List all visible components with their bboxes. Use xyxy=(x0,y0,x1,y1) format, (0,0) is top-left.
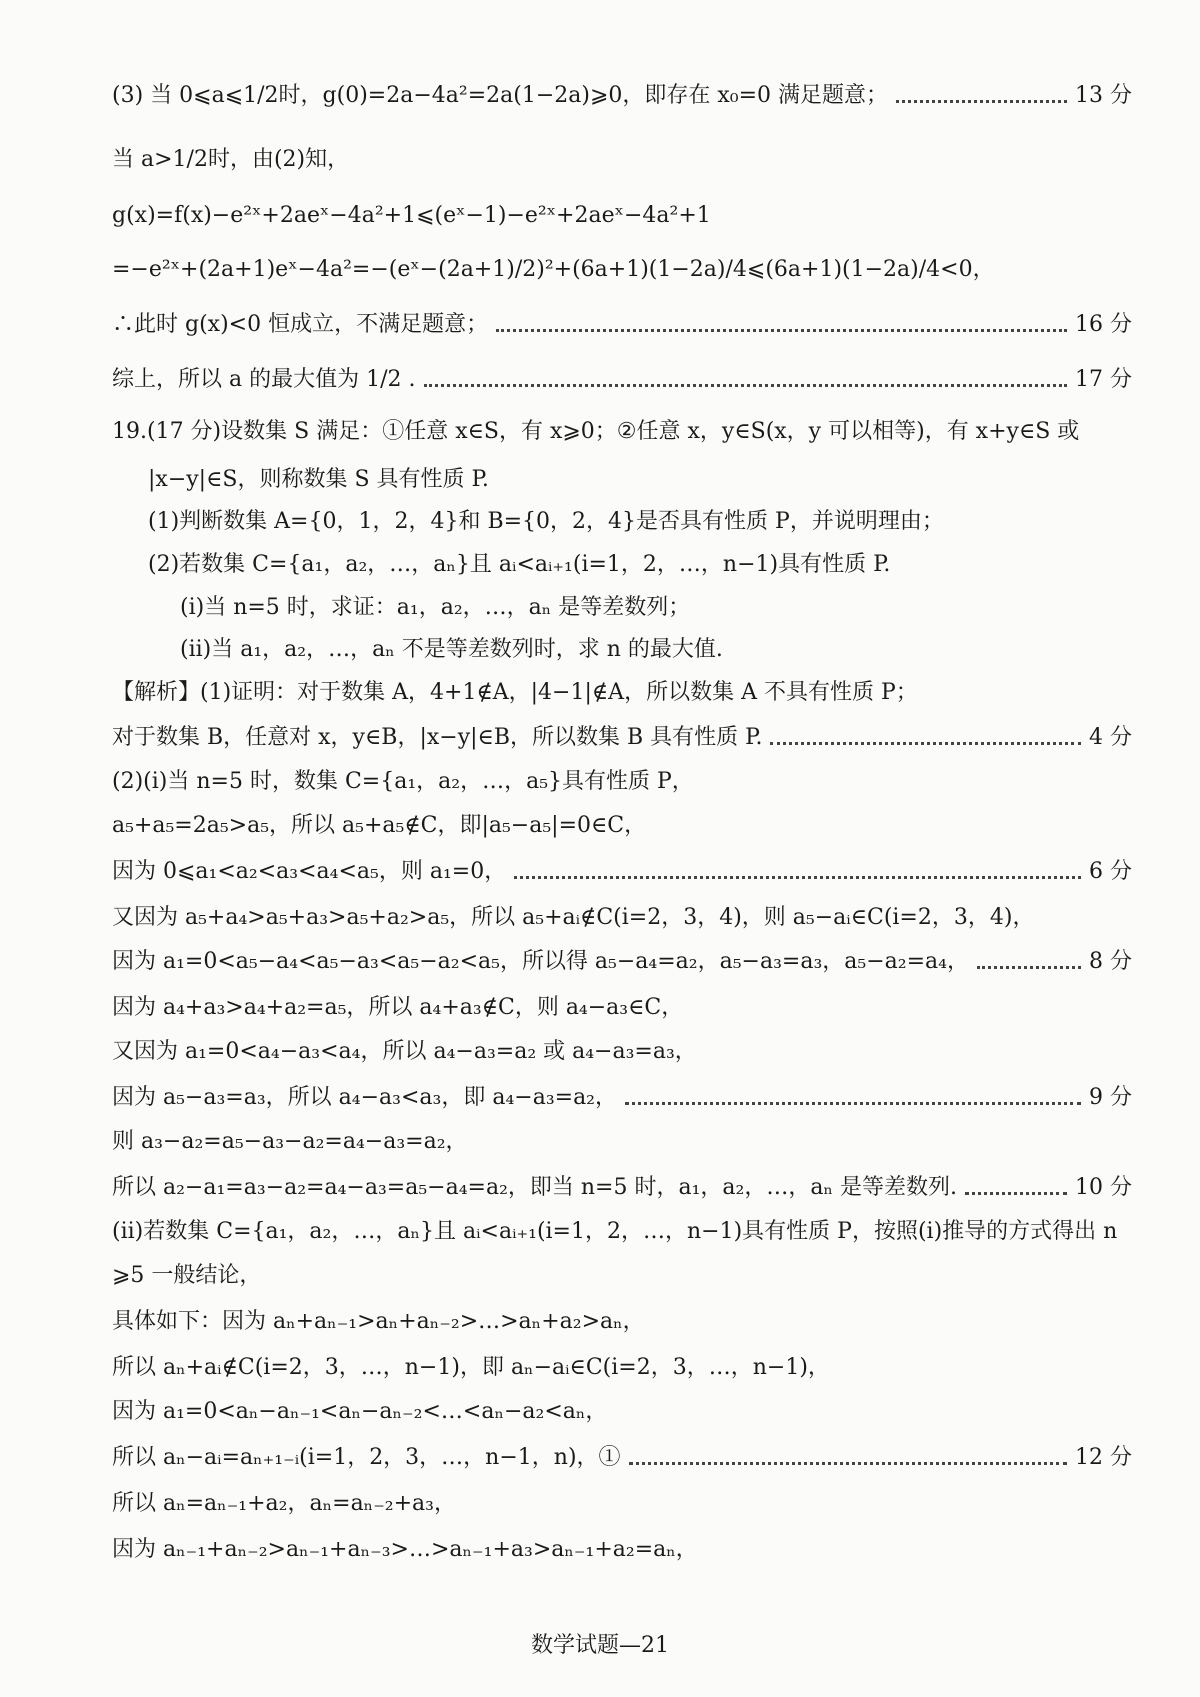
leader-dots xyxy=(496,327,1067,332)
line-text: (i)当 n=5 时，求证：a₁，a₂，…，aₙ 是等差数列； xyxy=(180,595,691,620)
analysis-line-9 xyxy=(112,1032,1132,1072)
problem-19-part-2 xyxy=(148,545,1132,585)
leader-dots xyxy=(770,740,1081,745)
line-text: 所以 aₙ−aᵢ=aₙ₊₁₋ᵢ(i=1，2，3，…，n−1，n)，① xyxy=(112,1445,621,1470)
line-text: 当 a>1/2时，由(2)知， xyxy=(112,147,350,172)
line-text: 因为 a₄+a₃>a₄+a₂=a₅，所以 a₄+a₃∉C，则 a₄−a₃∈C， xyxy=(112,995,684,1020)
score-mark: 17 分 xyxy=(1075,367,1132,392)
line-text: =−e²ˣ+(2a+1)eˣ−4a²=−(eˣ−(2a+1)/2)²+(6a+1)(1−2a)/4⩽(6a+1)(1−2a)/4<0， xyxy=(112,257,995,282)
analysis-line-14 xyxy=(112,1256,1132,1296)
line-text: 【解析】(1)证明：对于数集 A，4+1∉A，|4−1|∉A，所以数集 A 不具有性质 P； xyxy=(112,680,918,705)
line-text: 又因为 a₅+a₄>a₅+a₃>a₅+a₂>a₅，所以 a₅+aᵢ∉C(i=2，3，4)，则 a₅−aᵢ∈C(i=2，3，4)， xyxy=(112,905,1035,930)
analysis-line-5 xyxy=(112,852,1132,892)
analysis-line-6 xyxy=(112,898,1132,938)
line-text: 因为 0⩽a₁<a₂<a₃<a₄<a₅，则 a₁=0， xyxy=(112,859,507,884)
line-text: 则 a₃−a₂=a₅−a₃−a₂=a₄−a₃=a₂， xyxy=(112,1129,468,1154)
line-text: (ii)当 a₁，a₂，…，aₙ 不是等差数列时，求 n 的最大值. xyxy=(180,637,723,662)
analysis-line-8 xyxy=(112,988,1132,1028)
analysis-line-7 xyxy=(112,942,1132,982)
leader-dots xyxy=(965,1190,1067,1195)
solution-line-1 xyxy=(112,76,1132,116)
analysis-line-2 xyxy=(112,718,1132,758)
leader-dots xyxy=(629,1460,1067,1465)
line-text: a₅+a₅=2a₅>a₅，所以 a₅+a₅∉C，即|a₅−a₅|=0∈C， xyxy=(112,813,647,838)
problem-19-part-2-ii xyxy=(180,630,1132,670)
line-text: ∴此时 g(x)<0 恒成立，不满足题意； xyxy=(112,312,489,337)
analysis-line-16 xyxy=(112,1348,1132,1388)
line-text: (2)(i)当 n=5 时，数集 C={a₁，a₂，…，a₅}具有性质 P， xyxy=(112,769,694,794)
score-mark: 4 分 xyxy=(1089,725,1132,750)
score-mark: 9 分 xyxy=(1089,1085,1132,1110)
problem-19-part-1 xyxy=(148,502,1132,542)
analysis-line-18 xyxy=(112,1438,1132,1478)
analysis-line-1 xyxy=(112,673,1132,713)
leader-dots xyxy=(514,874,1081,879)
solution-line-2 xyxy=(112,140,1132,180)
line-text: ⩾5 一般结论， xyxy=(112,1263,262,1288)
analysis-line-10 xyxy=(112,1078,1132,1118)
line-text: (ii)若数集 C={a₁，a₂，…，aₙ}且 aᵢ<aᵢ₊₁(i=1，2，…，n−1)具有性质 P，按照(i)推导的方式得出 n xyxy=(112,1219,1118,1244)
analysis-line-15 xyxy=(112,1302,1132,1342)
problem-19-part-2-i xyxy=(180,588,1132,628)
analysis-line-4 xyxy=(112,806,1132,846)
line-text: 又因为 a₁=0<a₄−a₃<a₄，所以 a₄−a₃=a₂ 或 a₄−a₃=a₃， xyxy=(112,1039,697,1064)
score-mark: 6 分 xyxy=(1089,859,1132,884)
analysis-line-13 xyxy=(112,1212,1132,1252)
line-text: 具体如下：因为 aₙ+aₙ₋₁>aₙ+aₙ₋₂>…>aₙ+a₂>aₙ， xyxy=(112,1309,645,1334)
analysis-line-20 xyxy=(112,1530,1132,1570)
analysis-line-3 xyxy=(112,762,1132,802)
solution-line-4 xyxy=(112,250,1132,290)
page-footer: 数学试题—21 xyxy=(531,1633,669,1658)
line-text: (1)判断数集 A={0，1，2，4}和 B={0，2，4}是否具有性质 P，并说明理由； xyxy=(148,509,944,534)
analysis-line-11 xyxy=(112,1122,1132,1162)
score-mark: 8 分 xyxy=(1089,949,1132,974)
line-text: 所以 a₂−a₁=a₃−a₂=a₄−a₃=a₅−a₄=a₂，即当 n=5 时，a₁，a₂，…，aₙ 是等差数列. xyxy=(112,1175,957,1200)
problem-19-statement xyxy=(112,412,1132,452)
line-text: 19.(17 分)设数集 S 满足：①任意 x∈S，有 x⩾0；②任意 x，y∈S(x，y 可以相等)，有 x+y∈S 或 xyxy=(112,419,1080,444)
analysis-line-17 xyxy=(112,1392,1132,1432)
line-text: 综上，所以 a 的最大值为 1/2 . xyxy=(112,367,416,392)
line-text: 所以 aₙ=aₙ₋₁+a₂，aₙ=aₙ₋₂+a₃， xyxy=(112,1491,456,1516)
line-text: 因为 aₙ₋₁+aₙ₋₂>aₙ₋₁+aₙ₋₃>…>aₙ₋₁+a₃>aₙ₋₁+a₂=aₙ， xyxy=(112,1537,698,1562)
score-mark: 16 分 xyxy=(1075,312,1132,337)
score-mark: 13 分 xyxy=(1075,83,1132,108)
score-mark: 10 分 xyxy=(1075,1175,1132,1200)
solution-line-5 xyxy=(112,305,1132,345)
score-mark: 12 分 xyxy=(1075,1445,1132,1470)
leader-dots xyxy=(977,964,1081,969)
leader-dots xyxy=(424,382,1068,387)
line-text: (3) 当 0⩽a⩽1/2时，g(0)=2a−4a²=2a(1−2a)⩾0，即存在 x₀=0 满足题意； xyxy=(112,83,889,108)
leader-dots xyxy=(896,98,1067,103)
analysis-line-19 xyxy=(112,1484,1132,1524)
line-text: 因为 a₁=0<a₅−a₄<a₅−a₃<a₅−a₂<a₅，所以得 a₅−a₄=a₂，a₅−a₃=a₃，a₅−a₂=a₄， xyxy=(112,949,969,974)
problem-19-statement-cont xyxy=(148,460,1132,500)
line-text: 因为 a₁=0<aₙ−aₙ₋₁<aₙ−aₙ₋₂<…<aₙ−a₂<aₙ， xyxy=(112,1399,608,1424)
line-text: 对于数集 B，任意对 x，y∈B，|x−y|∈B，所以数集 B 具有性质 P. xyxy=(112,725,763,750)
line-text: (2)若数集 C={a₁，a₂，…，aₙ}且 aᵢ<aᵢ₊₁(i=1，2，…，n−1)具有性质 P. xyxy=(148,552,891,577)
solution-line-6 xyxy=(112,360,1132,400)
line-text: |x−y|∈S，则称数集 S 具有性质 P. xyxy=(148,467,489,492)
solution-line-3 xyxy=(112,196,1132,236)
line-text: g(x)=f(x)−e²ˣ+2aeˣ−4a²+1⩽(eˣ−1)−e²ˣ+2aeˣ−4a²+1 xyxy=(112,203,711,228)
analysis-line-12 xyxy=(112,1168,1132,1208)
leader-dots xyxy=(625,1100,1081,1105)
line-text: 所以 aₙ+aᵢ∉C(i=2，3，…，n−1)，即 aₙ−aᵢ∈C(i=2，3，…，n−1)， xyxy=(112,1355,830,1380)
line-text: 因为 a₅−a₃=a₃，所以 a₄−a₃<a₃，即 a₄−a₃=a₂， xyxy=(112,1085,618,1110)
